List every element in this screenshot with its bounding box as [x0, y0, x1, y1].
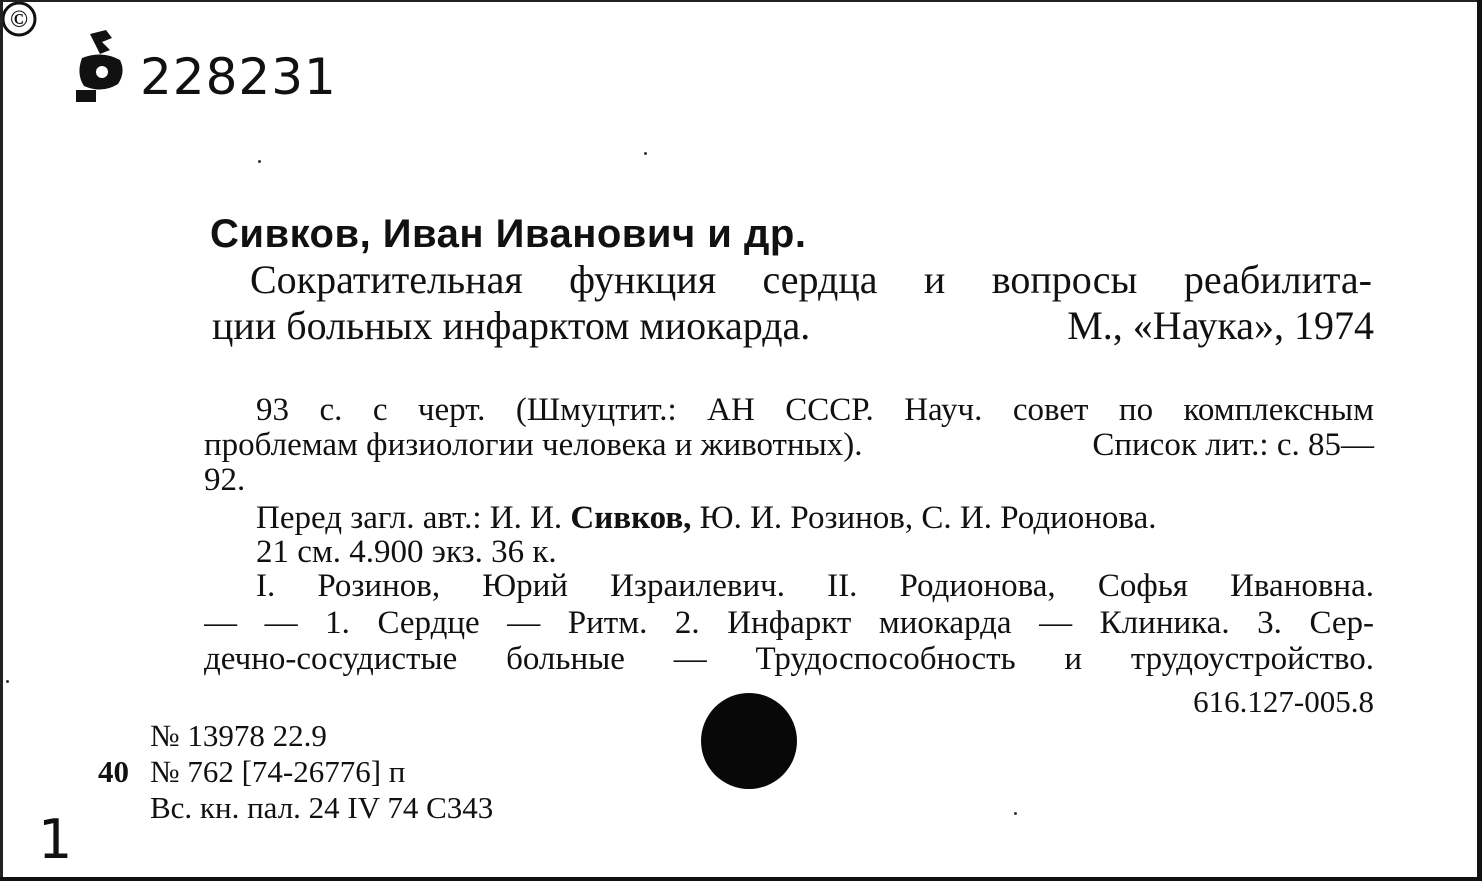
pages-line-2-left: проблемам физиологии человека и животных).: [204, 427, 863, 463]
speck: [1014, 812, 1017, 815]
tracing-text-3: дечно-сосудистые больные — Трудоспособность и трудоустройство.: [204, 643, 1374, 677]
svg-text:©: ©: [10, 7, 28, 33]
speck: [6, 680, 9, 683]
order-line-1: № 13978 22.9: [150, 718, 327, 753]
authors-prefix: Перед загл. авт.: И. И.: [256, 500, 571, 536]
order-line-2-prefix: 40: [98, 754, 129, 789]
format-line: 21 см. 4.900 экз. 36 к.: [256, 534, 557, 570]
tracing-line-1: [256, 570, 1374, 608]
publisher-imprint: М., «Наука», 1974: [1067, 303, 1374, 348]
order-line-3: Вс. кн. пал. 24 IV 74 С343: [150, 790, 494, 825]
tracing-text-1: I. Розинов, Юрий Израилевич. II. Родионова, Софья Ивановна.: [256, 570, 1374, 604]
tracing-line-3: [204, 643, 1374, 681]
authors-main: Сивков,: [570, 500, 692, 536]
ink-stamp-mark: [72, 28, 132, 108]
authors-rest: Ю. И. Розинов, С. И. Родионова.: [691, 500, 1157, 536]
handwritten-corner-mark: 1: [38, 808, 73, 871]
card-border-left: [0, 0, 3, 881]
card-author: Сивков, Иван Иванович и др.: [210, 212, 807, 256]
inventory-number: 228231: [140, 48, 337, 106]
order-line-2: № 762 [74-26776] п: [150, 754, 406, 789]
title-line-1: [250, 260, 1372, 302]
card-border-top: [0, 0, 1482, 2]
card-punch-hole: [701, 693, 797, 789]
card-border-right: [1477, 0, 1482, 881]
bibliography-note: Список лит.: с. 85—: [1092, 427, 1374, 463]
authors-note: [256, 502, 1156, 535]
tracing-line-2: [204, 607, 1374, 645]
title-text-1: Сократительная функция сердца и вопросы реабилита-: [250, 260, 1372, 302]
title-line-2-left: ции больных инфарктом миокарда.: [212, 303, 811, 348]
pages-line-3: 92.: [204, 462, 246, 498]
pages-text-1: 93 с. с черт. (Шмуцтит.: АН СССР. Науч. совет по комплексным: [256, 394, 1374, 428]
card-border-bottom: [0, 877, 1482, 881]
speck: [258, 160, 261, 163]
udc-index: 616.127-005.8: [1193, 684, 1374, 719]
tracing-text-2: — — 1. Сердце — Ритм. 2. Инфаркт миокарда — Клиника. 3. Сер-: [204, 607, 1374, 641]
copyright-icon: [0, 0, 38, 38]
speck: [644, 152, 647, 155]
